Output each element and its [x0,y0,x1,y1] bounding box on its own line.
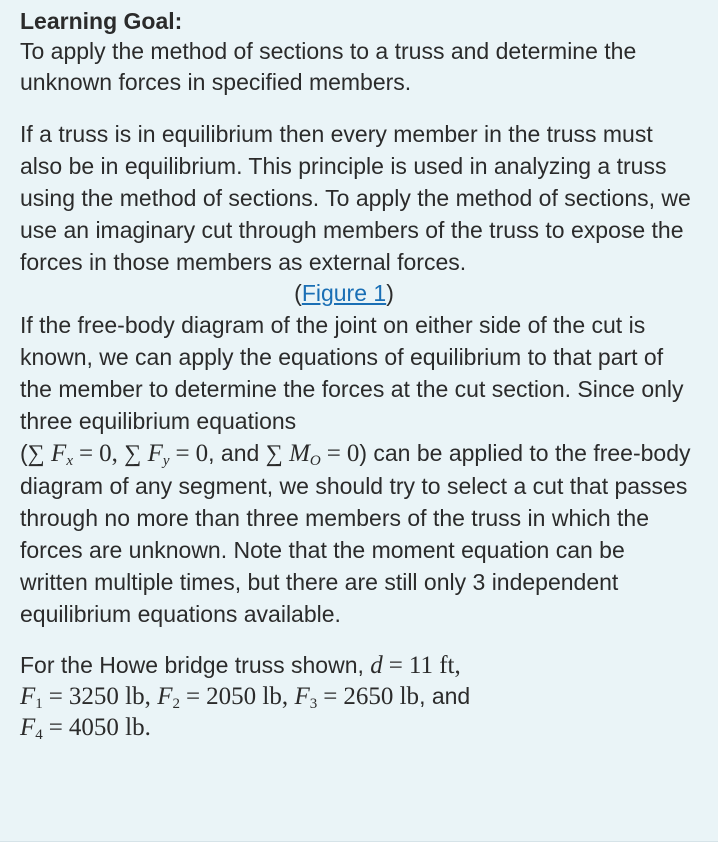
sum-mo-equation: ∑ $M_O = 0$ [265,440,360,469]
f1-given: $F_1 = 3250$ lb, [20,683,151,712]
method-paragraph [20,309,698,630]
d-given: d = 11 ft, [370,652,461,679]
learning-goal-heading: Learning Goal: [20,8,183,34]
sum-fy-equation: ∑ $F_y = 0$ [124,440,209,469]
f1-value: 3250 lb [68,683,145,710]
method-text-1: If the free-body diagram of the joint on either side of the cut is known, we can apply the equations of equilibrium to that part of the member to determine the forces at the cut section. Since only three equilibrium equations [20,312,684,434]
f3-given: $F_3 = 2650$ lb [294,683,420,712]
given-values [20,650,698,743]
intro-paragraph: If a truss is in equilibrium then every member in the truss must also be in equilibrium. This principle is used in analyzing a truss using the method of sections. To apply the method of sections, we use an imaginary cut through members of the truss to expose the forces in those members as external forces. [20,121,691,275]
figure-close-paren: ) [386,280,394,306]
f4-value: 4050 lb [68,714,145,741]
learning-goal-text: To apply the method of sections to a truss and determine the unknown forces in specified members. [20,38,637,95]
f2-value: 2050 lb [206,683,282,710]
given-intro: For the Howe bridge truss shown, [20,652,371,678]
d-value: 11 ft [408,652,455,679]
f4-given: $F_4 = 4050$ lb. [20,714,151,743]
given-and-text: , and [419,683,471,709]
figure-1-link[interactable]: Figure 1 [301,280,387,306]
f2-given: $F_2 = 2050$ lb, [157,683,289,712]
figure-reference [20,278,668,309]
figure-open-paren: ( [294,280,302,306]
eq-and-text: , and [208,440,266,466]
method-text-2: applied to the free-body diagram of any segment, we should try to select a cut that passes through no more than three members of the truss in which the forces are unknown. Note that the moment equation can be written multiple times, but there are still only 3 independent equilibrium equations available. [20,440,691,627]
eq-close-text: ) can be [359,440,443,466]
sum-fx-equation: ∑ $F_x = 0$, [27,440,118,469]
f3-value: 2650 lb [343,683,420,710]
eq-open-paren: ( [20,440,28,466]
